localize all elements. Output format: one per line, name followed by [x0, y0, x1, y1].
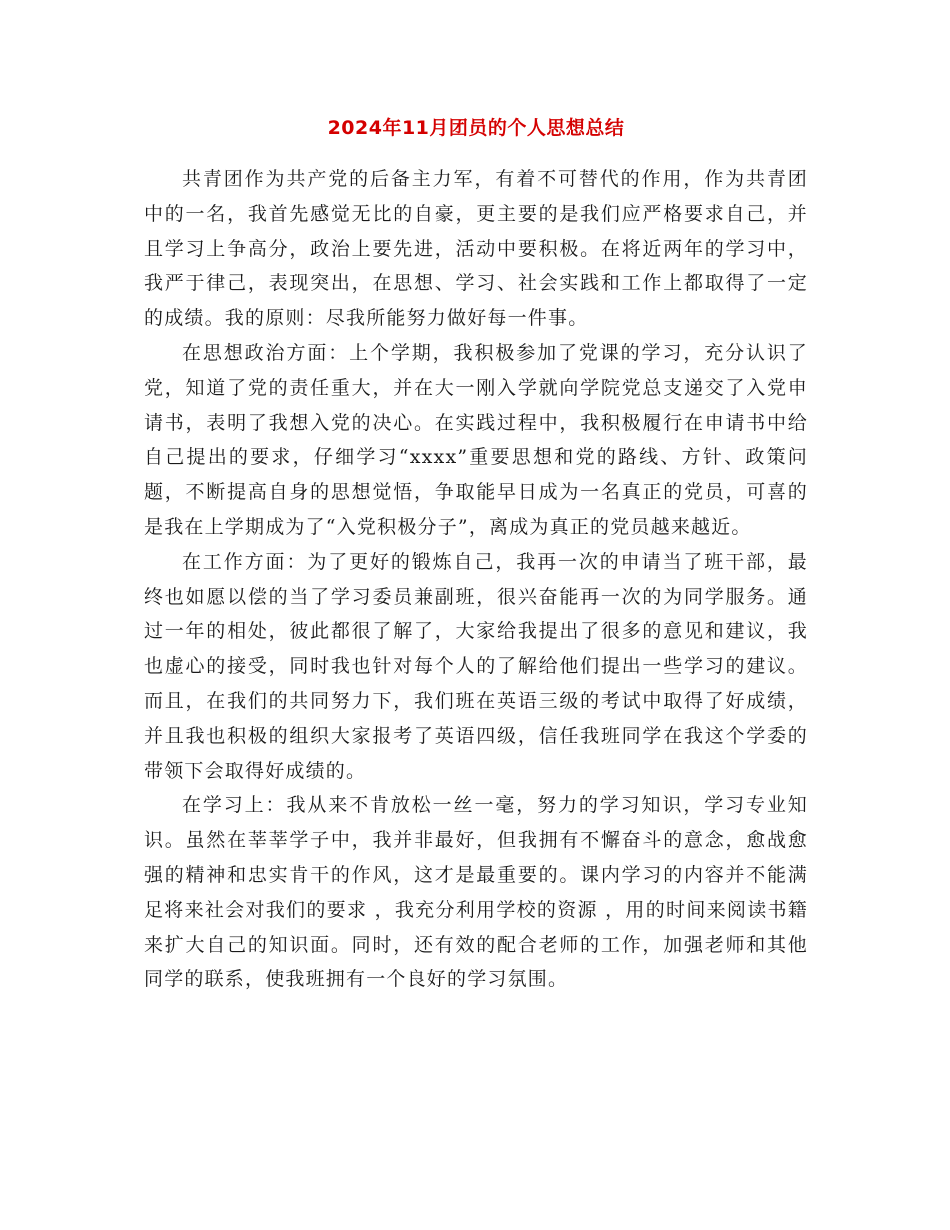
paragraph-intro: 共青团作为共产党的后备主力军，有着不可替代的作用，作为共青团中的一名，我首先感觉无比的自豪，更主要的是我们应严格要求自己，并且学习上争高分，政治上要先进，活动中要积极。在将近两年的学习中，我严于律己，表现突出，在思想、学习、社会实践和工作上都取得了一定的成绩。我的原则：尽我所能努力做好每一件事。: [144, 168, 808, 330]
paragraph-study: 在学习上：我从来不肯放松一丝一毫，努力的学习知识，学习专业知识。虽然在莘莘学子中，我并非最好，但我拥有不懈奋斗的意念，愈战愈强的精神和忠实肯干的作风，这才是最重要的。课内学习的内容并不能满足将来社会对我们的要求 ，我充分利用学校的资源 ，用的时间来阅读书籍来扩大自己的知识面。同时，还有效的配合老师的工作，加强老师和其他同学的联系，使我班拥有一个良好的学习氛围。: [144, 794, 808, 991]
paragraph-political: 在思想政治方面：上个学期，我积极参加了党课的学习，充分认识了党，知道了党的责任重大，并在大一刚入学就向学院党总支递交了入党申请书，表明了我想入党的决心。在实践过程中，我积极履行在申请书中给自己提出的要求，仔细学习“xxxx”重要思想和党的路线、方针、政策问题，不断提高自身的思想觉悟，争取能早日成为一名真正的党员，可喜的是我在上学期成为了“入党积极分子”，离成为真正的党员越来越近。: [144, 341, 808, 538]
paragraph-work: 在工作方面：为了更好的锻炼自己，我再一次的申请当了班干部，最终也如愿以偿的当了学习委员兼副班，很兴奋能再一次的为同学服务。通过一年的相处，彼此都很了解了，大家给我提出了很多的意见和建议，我也虚心的接受，同时我也针对每个人的了解给他们提出一些学习的建议。而且，在我们的共同努力下，我们班在英语三级的考试中取得了好成绩，并且我也积极的组织大家报考了英语四级，信任我班同学在我这个学委的带领下会取得好成绩的。: [144, 550, 808, 782]
document-title: 2024年11月团员的个人思想总结: [327, 117, 625, 139]
document-page: [144, 108, 808, 997]
